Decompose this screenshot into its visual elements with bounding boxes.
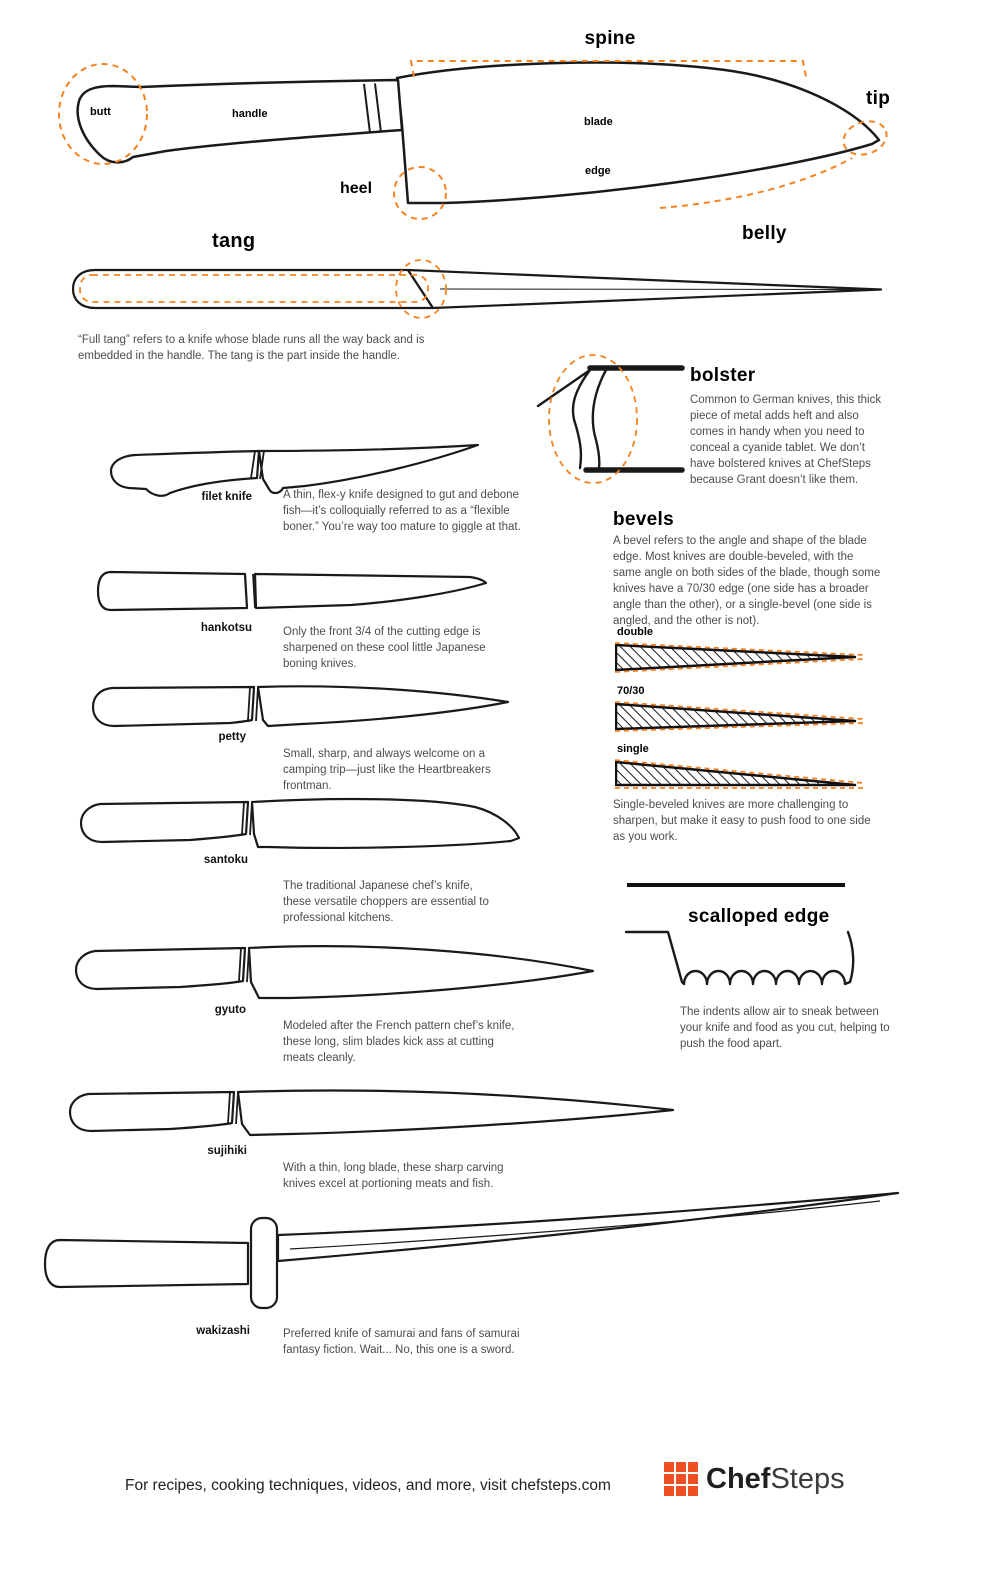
wakizashi-drawing — [30, 1185, 920, 1320]
tang-drawing — [0, 255, 1000, 333]
scalloped-edge-outline — [626, 932, 853, 984]
bolster-caption: Common to German knives, this thick piece of metal adds heft and also comes in handy when you need to conceal a cyanide tablet. We don’t have bolstered knives at ChefSteps because Grant doesn’t like them. — [690, 394, 882, 487]
filet-handle — [111, 451, 259, 496]
logo-text-steps: Steps — [770, 1463, 845, 1495]
knife-desc-santoku: The traditional Japanese chef’s knife, these versatile choppers are essential to professional kitchens. — [283, 880, 489, 925]
knife-name-wakizashi: wakizashi — [196, 1325, 250, 1337]
sujihiki-handle — [70, 1092, 234, 1131]
knife-name-filet: filet knife — [201, 491, 252, 503]
logo-text-chef: Chef — [706, 1463, 771, 1495]
anatomy-label-butt: butt — [90, 106, 111, 118]
knife-name-petty: petty — [218, 731, 246, 743]
petty-handle — [93, 687, 254, 726]
knife-desc-filet: A thin, flex-y knife designed to gut and debone fish—it’s colloquially referred to as a “flexible boner.” You’re way too mature to giggle at that. — [283, 489, 521, 534]
knife-desc-sujihiki: With a thin, long blade, these sharp carving knives excel at portioning meats and fish. — [283, 1162, 504, 1191]
bevel-label-double: double — [617, 626, 654, 638]
chefsteps-logo-icon — [664, 1462, 698, 1496]
wakizashi-handle — [45, 1240, 248, 1287]
chefsteps-logo-text — [706, 1463, 845, 1496]
hankotsu-blade — [255, 574, 486, 608]
hankotsu-bolster-lines — [245, 574, 255, 608]
bevel-label-7030: 70/30 — [617, 685, 645, 697]
tang-center-line — [440, 289, 876, 290]
sujihiki-drawing — [60, 1080, 690, 1148]
scalloped-caption: The indents allow air to sneak between your knife and food as you cut, helping to push the food apart. — [680, 1006, 890, 1051]
chef-knife-anatomy-drawing — [0, 0, 1000, 255]
gyuto-handle — [76, 948, 245, 989]
petty-blade — [258, 686, 508, 726]
bolster-drawing — [530, 348, 700, 498]
bevel-label-single: single — [617, 743, 649, 755]
santoku-blade — [252, 799, 519, 848]
bolster-front-curve — [573, 370, 590, 468]
scalloped-divider-bar — [627, 883, 845, 887]
anatomy-label-handle: handle — [232, 108, 268, 120]
scalloped-title: scalloped edge — [688, 906, 830, 927]
knife-desc-petty: Small, sharp, and always welcome on a camping trip—just like the Heartbreakers frontman. — [283, 748, 491, 793]
bevel-single-wedge — [616, 762, 855, 785]
anatomy-label-belly: belly — [742, 223, 787, 244]
bolster-back-curve — [593, 370, 606, 468]
knife-name-hankotsu: hankotsu — [200, 622, 252, 634]
bevel-single-diagram — [615, 759, 865, 791]
knife-name-sujihiki: sujihiki — [207, 1145, 247, 1157]
wakizashi-guard — [251, 1218, 277, 1308]
petty-drawing — [80, 676, 525, 738]
bevel-7030-diagram — [615, 701, 865, 733]
knife-name-santoku: santoku — [203, 854, 248, 866]
bevels-intro: A bevel refers to the angle and shape of the blade edge. Most knives are double-beveled, with the same angle on both sides of the blade, though some knives have a 70/30 edge (one side has a broader angle than the other), or a single-bevel (one side is angled, and the other is not). — [613, 535, 881, 628]
anatomy-label-heel: heel — [340, 180, 373, 197]
footer-tagline: For recipes, cooking techniques, videos, and more, visit chefsteps.com — [125, 1477, 611, 1494]
knife-desc-hankotsu: Only the front 3/4 of the cutting edge is sharpened on these cool little Japanese boning knives. — [283, 626, 486, 671]
bevel-7030-wedge — [616, 704, 855, 729]
filet-blade — [259, 445, 478, 493]
bevels-outro: Single-beveled knives are more challenging to sharpen, but make it easy to push food to one side as you work. — [613, 799, 871, 844]
anatomy-label-blade: blade — [584, 116, 613, 128]
gyuto-drawing — [65, 935, 610, 1007]
handle-outline — [78, 80, 402, 162]
blade-outline — [397, 63, 879, 203]
bolster-diagonal-line — [538, 370, 590, 406]
sujihiki-blade — [238, 1091, 673, 1135]
scalloped-edge-drawing — [622, 926, 857, 998]
tang-caption: “Full tang” refers to a knife whose blade runs all the way back and is embedded in the handle. The tang is the part inside the handle. — [78, 334, 425, 363]
knife-name-gyuto: gyuto — [214, 1004, 246, 1016]
hankotsu-handle — [98, 572, 247, 610]
anatomy-label-spine: spine — [584, 28, 636, 49]
santoku-drawing — [70, 790, 535, 860]
hankotsu-drawing — [85, 560, 500, 622]
gyuto-blade — [249, 946, 593, 998]
knife-desc-gyuto: Modeled after the French pattern chef’s knife, these long, slim blades kick ass at cutting meats cleanly. — [283, 1020, 515, 1065]
bevels-title: bevels — [613, 509, 674, 530]
bolster-title: bolster — [690, 365, 756, 386]
anatomy-label-edge: edge — [585, 165, 611, 177]
bevel-double-diagram — [615, 642, 865, 674]
santoku-handle — [81, 802, 248, 842]
anatomy-label-tip: tip — [866, 88, 891, 109]
tang-title: tang — [212, 230, 256, 252]
knife-desc-wakizashi: Preferred knife of samurai and fans of samurai fantasy fiction. Wait... No, this one is a sword. — [283, 1328, 520, 1357]
wakizashi-blade — [278, 1193, 898, 1261]
